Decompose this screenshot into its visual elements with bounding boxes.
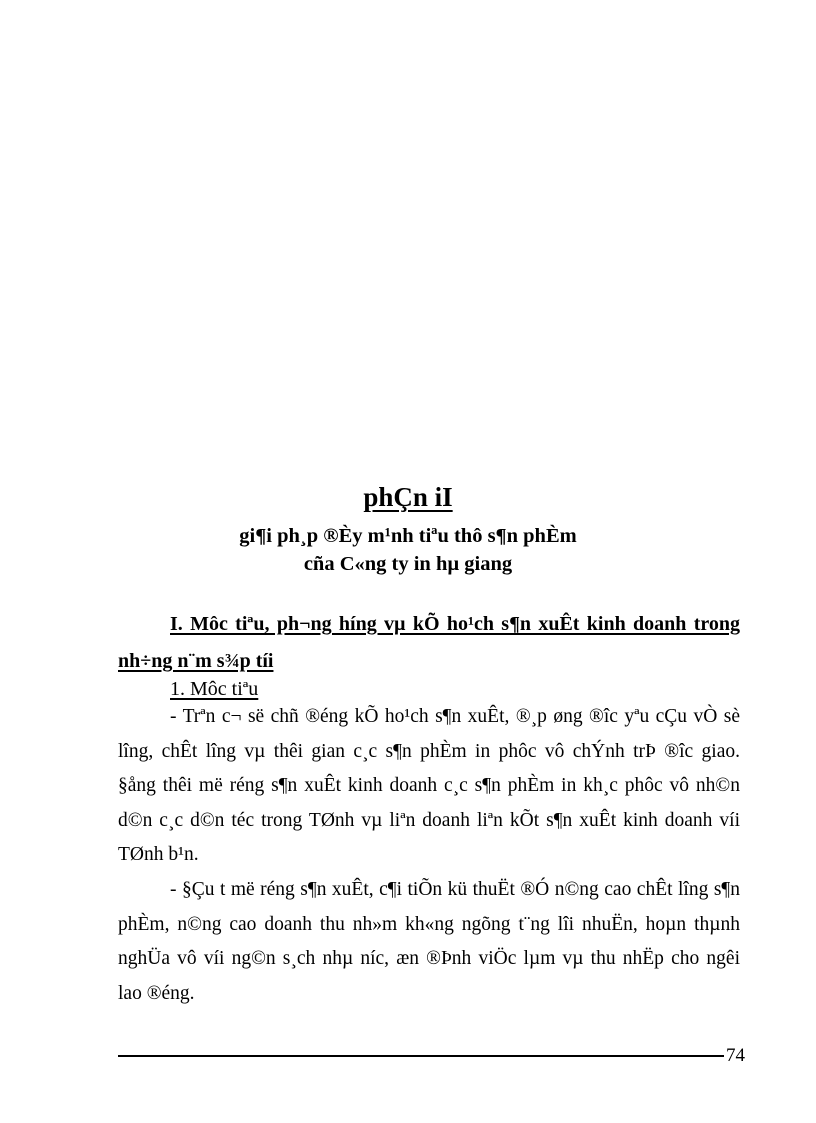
body-text	[118, 700, 740, 1011]
section-heading-line-2: nh÷ng n¨m s¾p tíi	[118, 650, 274, 672]
paragraph-line: §ång thêi më réng s¶n xuÊt kinh doanh c¸c s¶n phÈm in kh¸c phôc vô nh©n	[118, 775, 740, 797]
page-number: 74	[726, 1045, 745, 1066]
part-subtitle-line-2: cña C«ng ty in hµ giang	[303, 553, 513, 575]
paragraph-line: lao ®éng.	[118, 982, 195, 1004]
paragraph-1	[118, 700, 740, 873]
paragraph-line: TØnh b¹n.	[118, 844, 199, 866]
paragraph-2	[118, 873, 740, 1011]
part-subtitle-line-1: gi¶i ph¸p ®Èy m¹nh tiªu thô s¶n phÈm	[239, 525, 577, 547]
paragraph-line: - §Çu t më réng s¶n xuÊt, c¶i tiÕn kü thuËt ®Ó n©ng cao chÊt lîng s¶n	[170, 878, 740, 900]
paragraph-line: phÈm, n©ng cao doanh thu nh»m kh«ng ngõng t¨ng lîi nhuËn, hoµn thµnh	[118, 913, 740, 935]
section-heading-line-1: I. Môc tiªu, ph¬ng híng vµ kÕ ho¹ch s¶n xuÊt kinh doanh trong	[170, 613, 740, 635]
footer-rule	[118, 1055, 724, 1057]
paragraph-line: nghÜa vô víi ng©n s¸ch nhµ níc, æn ®Þnh viÖc lµm vµ thu nhËp cho ngêi	[118, 948, 740, 970]
page-footer	[118, 1043, 745, 1069]
subsection-heading: 1. Môc tiªu	[170, 678, 259, 700]
part-title: phÇn iI	[363, 482, 453, 512]
section-heading	[118, 606, 740, 680]
paragraph-line: d©n c¸c d©n téc trong TØnh vµ liªn doanh liªn kÕt s¶n xuÊt kinh doanh víi	[118, 809, 740, 831]
paragraph-line: lîng, chÊt lîng vµ thêi gian c¸c s¶n phÈm in phôc vô chÝnh trÞ ®îc giao.	[118, 740, 740, 762]
paragraph-line: - Trªn c¬ së chñ ®éng kÕ ho¹ch s¶n xuÊt, ®¸p øng ®îc yªu cÇu vÒ sè	[170, 706, 740, 727]
